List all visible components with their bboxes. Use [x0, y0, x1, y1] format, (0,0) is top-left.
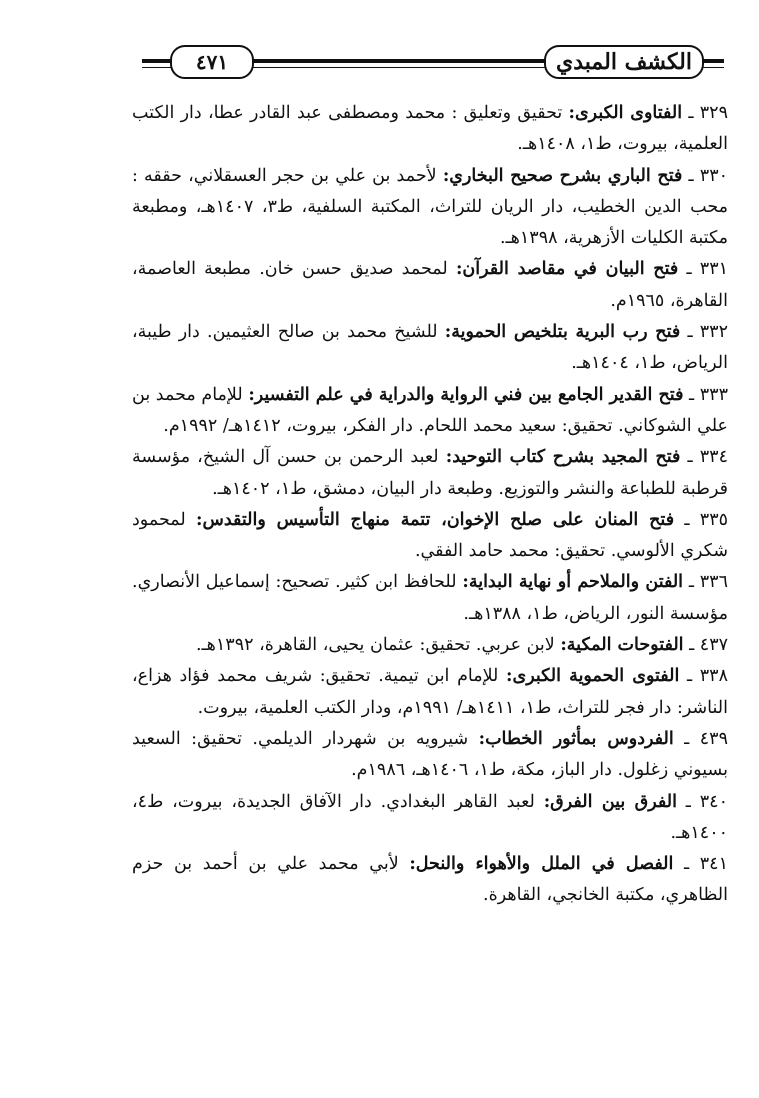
- bibliography-entry: ٣٣١ ـ فتح البيان في مقاصد القرآن: لمحمد صديق حسن خان. مطبعة العاصمة، القاهرة، ١٩٦٥م.: [132, 259, 728, 311]
- entry-title: فتح القدير الجامع بين فني الرواية والدراية في علم التفسير:: [248, 384, 684, 405]
- entry-number: ٤٣٩: [699, 728, 728, 749]
- entry-text: لعبد الرحمن بن حسن آل الشيخ، مؤسسة قرطبة للطباعة والنشر والتوزيع. وطبعة دار البيان، دمشق، ط١، ١٤٠٢هـ.: [132, 447, 728, 499]
- entry-text: شيرويه بن شهردار الديلمي. تحقيق: السعيد بسيوني زغلول. دار الباز، مكة، ط١، ١٤٠٦هـ، ١٩٨٦م.: [132, 728, 728, 781]
- bibliography-entry: ٣٣٤ ـ فتح المجيد بشرح كتاب التوحيد: لعبد الرحمن بن حسن آل الشيخ، مؤسسة قرطبة للطباعة والنشر والتوزيع. وطبعة دار البيان، دمشق، ط١، ١٤٠٢هـ.: [132, 447, 728, 499]
- entry-title: الفرق بين الفرق:: [543, 791, 677, 812]
- entry-number: ٤٣٧: [699, 635, 728, 656]
- bibliography-entry: ٣٤٠ ـ الفرق بين الفرق: لعبد القاهر البغدادي. دار الآفاق الجديدة، بيروت، ط٤، ١٤٠٠هـ.: [132, 791, 728, 843]
- entry-title: الفتن والملاحم أو نهاية البداية:: [462, 572, 684, 593]
- entry-title: فتح البيان في مقاصد القرآن:: [455, 259, 679, 280]
- entry-number: ٣٣٤: [699, 447, 728, 468]
- entry-number: ٣٤١: [699, 854, 728, 875]
- bibliography-entry: ٣٣٠ ـ فتح الباري بشرح صحيح البخاري: لأحمد بن علي بن حجر العسقلاني، حققه : محب الدين الخطيب، دار الريان للتراث، المكتبة السلفية، ط٣، ١٤٠٧هـ، ومطبعة مكتبة الكليات الأزهرية، ١٣٩٨هـ.: [132, 165, 728, 249]
- entry-title: فتح المنان على صلح الإخوان، تتمة منهاج التأسيس والتقدس:: [196, 509, 675, 530]
- entry-title: فتح الباري بشرح صحيح البخاري:: [442, 165, 683, 186]
- bibliography-entry: ٣٣٥ ـ فتح المنان على صلح الإخوان، تتمة منهاج التأسيس والتقدس: لمحمود شكري الألوسي. تحقيق: محمد حامد الفقي.: [132, 509, 728, 562]
- entry-number: ٣٣٦: [699, 572, 728, 593]
- bibliography-entry: ٣٣٨ ـ الفتوى الحموية الكبرى: للإمام ابن تيمية. تحقيق: شريف محمد فؤاد هزاع، الناشر: دار فجر للتراث، ط١، ١٤١١هـ/ ١٩٩١م، ودار الكتب العلمية، بيروت.: [132, 666, 728, 718]
- page-header: [142, 42, 724, 82]
- entry-title: فتح رب البرية بتلخيص الحموية:: [444, 322, 681, 343]
- entry-text: للشيخ محمد بن صالح العثيمين. دار طيبة، الرياض، ط١، ١٤٠٤هـ.: [132, 322, 728, 374]
- entry-number: ٣٢٩: [699, 103, 728, 123]
- entry-text: لعبد القاهر البغدادي. دار الآفاق الجديدة، بيروت، ط٤، ١٤٠٠هـ.: [132, 791, 728, 843]
- entry-title: فتح المجيد بشرح كتاب التوحيد:: [445, 447, 681, 468]
- entry-title: الفتاوى الكبرى:: [568, 103, 683, 123]
- entry-text: للحافظ ابن كثير. تصحيح: إسماعيل الأنصاري. مؤسسة النور، الرياض، ط١، ١٣٨٨هـ.: [132, 572, 728, 624]
- entry-text: لمحمود شكري الألوسي. تحقيق: محمد حامد الفقي.: [132, 509, 728, 562]
- bibliography-entry: ٤٣٧ ـ الفتوحات المكية: لابن عربي. تحقيق: عثمان يحيى، القاهرة، ١٣٩٢هـ.: [195, 635, 728, 656]
- entry-number: ٣٣٣: [699, 384, 728, 405]
- entry-number: ٣٣٨: [699, 666, 728, 687]
- running-title: الكشف المبدي: [544, 45, 704, 79]
- bibliography-entry: ٣٣٦ ـ الفتن والملاحم أو نهاية البداية: للحافظ ابن كثير. تصحيح: إسماعيل الأنصاري. مؤسسة النور، الرياض، ط١، ١٣٨٨هـ.: [132, 572, 728, 624]
- entry-number: ٣٣٠: [699, 165, 728, 186]
- entry-text: لمحمد صديق حسن خان. مطبعة العاصمة، القاهرة، ١٩٦٥م.: [132, 259, 728, 311]
- entry-title: الفصل في الملل والأهواء والنحل:: [409, 854, 674, 875]
- entry-text: لابن عربي. تحقيق: عثمان يحيى، القاهرة، ١٣٩٢هـ.: [195, 635, 555, 656]
- entry-title: الفردوس بمأثور الخطاب:: [478, 728, 674, 749]
- entry-text: للإمام ابن تيمية. تحقيق: شريف محمد فؤاد هزاع، الناشر: دار فجر للتراث، ط١، ١٤١١هـ/ ١٩٩١م، ودار الكتب العلمية، بيروت.: [132, 666, 728, 718]
- entry-title: الفتوحات المكية:: [560, 635, 684, 656]
- entry-text: لأبي محمد علي بن أحمد بن حزم الظاهري، مكتبة الخانجي، القاهرة.: [132, 854, 728, 906]
- entry-number: ٣٣١: [699, 259, 728, 280]
- entry-text: لأحمد بن علي بن حجر العسقلاني، حققه : محب الدين الخطيب، دار الريان للتراث، المكتبة السلفية، ط٣، ١٤٠٧هـ، ومطبعة مكتبة الكليات الأزهرية، ١٣٩٨هـ.: [132, 165, 728, 249]
- bibliography-entry: ٤٣٩ ـ الفردوس بمأثور الخطاب: شيرويه بن شهردار الديلمي. تحقيق: السعيد بسيوني زغلول. دار الباز، مكة، ط١، ١٤٠٦هـ، ١٩٨٦م.: [132, 728, 728, 781]
- entry-title: الفتوى الحموية الكبرى:: [506, 666, 680, 687]
- bibliography-entry: ٣٤١ ـ الفصل في الملل والأهواء والنحل: لأبي محمد علي بن أحمد بن حزم الظاهري، مكتبة الخانجي، القاهرة.: [132, 854, 728, 906]
- bibliography-entry: ٣٣٣ ـ فتح القدير الجامع بين فني الرواية والدراية في علم التفسير: للإمام محمد بن علي الشوكاني. تحقيق: سعيد محمد اللحام. دار الفكر، بيروت، ١٤١٢هـ/ ١٩٩٢م.: [132, 384, 728, 436]
- entry-number: ٣٣٢: [699, 322, 728, 343]
- bibliography-entry: ٣٢٩ ـ الفتاوى الكبرى: تحقيق وتعليق : محمد ومصطفى عبد القادر عطا، دار الكتب العلمية، بيروت، ط١، ١٤٠٨هـ.: [132, 103, 728, 155]
- page-number: ٤٧١: [170, 45, 254, 79]
- entry-text: للإمام محمد بن علي الشوكاني. تحقيق: سعيد محمد اللحام. دار الفكر، بيروت، ١٤١٢هـ/ ١٩٩٢م.: [132, 384, 728, 436]
- entry-number: ٣٤٠: [699, 791, 728, 812]
- entry-number: ٣٣٥: [699, 509, 728, 530]
- entry-text: تحقيق وتعليق : محمد ومصطفى عبد القادر عطا، دار الكتب العلمية، بيروت، ط١، ١٤٠٨هـ.: [132, 103, 728, 155]
- bibliography-list: [132, 98, 728, 912]
- bibliography-entry: ٣٣٢ ـ فتح رب البرية بتلخيص الحموية: للشيخ محمد بن صالح العثيمين. دار طيبة، الرياض، ط١، ١٤٠٤هـ.: [132, 322, 728, 374]
